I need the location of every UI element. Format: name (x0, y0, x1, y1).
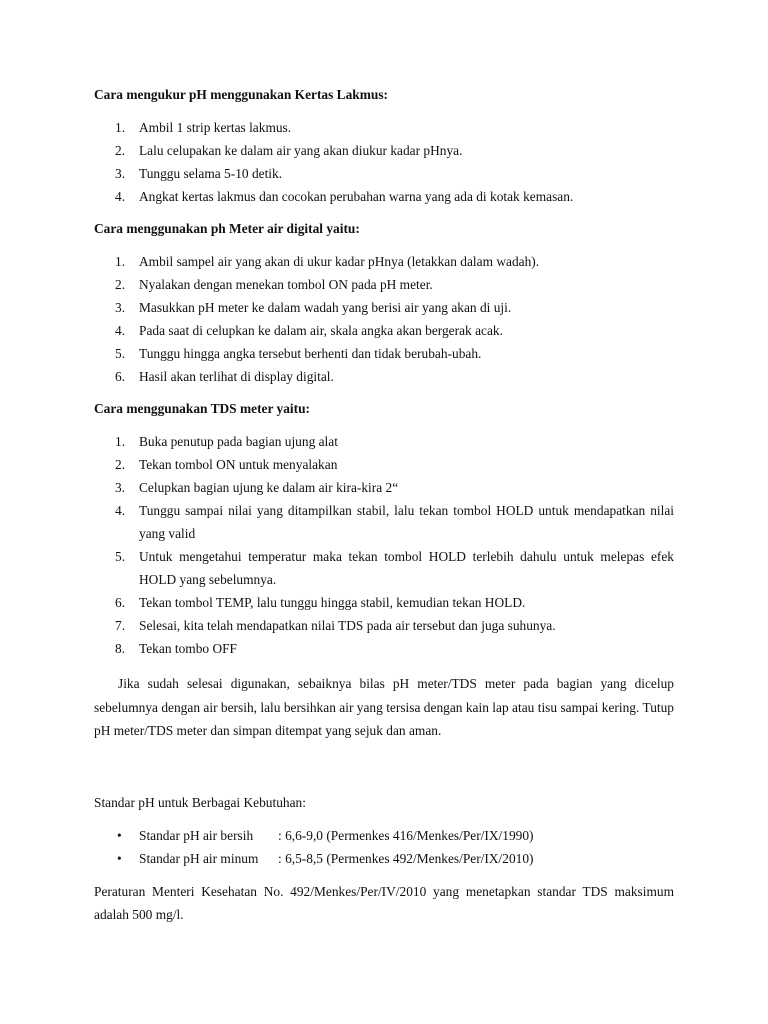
list-item: 7. Selesai, kita telah mendapatkan nilai TDS pada air tersebut dan juga suhunya. (115, 618, 556, 633)
section-ph-meter (94, 217, 674, 388)
list-item: 2. Nyalakan dengan menekan tombol ON pada pH meter. (115, 277, 433, 292)
list-item: 4. Tunggu sampai nilai yang ditampilkan stabil, lalu tekan tombol HOLD untuk mendapatkan nilai yang valid (115, 503, 674, 541)
list-item: 3. Celupkan bagian ujung ke dalam air kira-kira 2“ (115, 480, 399, 495)
list-item: • Standar pH air minum : 6,5-8,5 (Permenkes 492/Menkes/Per/IX/2010) (94, 847, 674, 870)
bullet-list (94, 824, 674, 870)
cleanup-paragraph: Jika sudah selesai digunakan, sebaiknya bilas pH meter/TDS meter pada bagian yang dicelup sebelumnya dengan air bersih, lalu bersihkan air yang tersisa dengan kain lap atau tisu sampai kering. Tutup pH meter/TDS meter dan simpan ditempat yang sejuk dan aman. (94, 676, 674, 738)
list-item: 1. Ambil 1 strip kertas lakmus. (115, 120, 292, 135)
numbered-list (94, 250, 674, 388)
list-item: 6. Tekan tombol TEMP, lalu tunggu hingga stabil, kemudian tekan HOLD. (115, 595, 526, 610)
list-item: 6. Hasil akan terlihat di display digital. (115, 369, 334, 384)
list-item: • Standar pH air bersih : 6,6-9,0 (Permenkes 416/Menkes/Per/IX/1990) (94, 824, 674, 847)
bullet-icon: • (117, 827, 122, 843)
section-heading: Cara mengukur pH menggunakan Kertas Lakmus: (94, 87, 389, 102)
list-item: 4. Angkat kertas lakmus dan cocokan perubahan warna yang ada di kotak kemasan. (115, 189, 574, 204)
section-tds-meter (94, 397, 674, 660)
standards-title: Standar pH untuk Berbagai Kebutuhan: (94, 794, 306, 810)
section-litmus (94, 83, 674, 208)
list-item: 4. Pada saat di celupkan ke dalam air, skala angka akan bergerak acak. (115, 323, 503, 338)
bullet-icon: • (117, 850, 122, 866)
numbered-list (94, 116, 674, 208)
list-item: 2. Lalu celupakan ke dalam air yang akan diukur kadar pHnya. (115, 143, 463, 158)
list-item: 1. Ambil sampel air yang akan di ukur kadar pHnya (letakkan dalam wadah). (115, 254, 540, 269)
list-item: 5. Tunggu hingga angka tersebut berhenti dan tidak berubah-ubah. (115, 346, 482, 361)
section-ph-standards (94, 791, 674, 870)
numbered-list (94, 430, 674, 660)
tds-regulation-paragraph: Peraturan Menteri Kesehatan No. 492/Menkes/Per/IV/2010 yang menetapkan standar TDS maksimum adalah 500 mg/l. (94, 883, 674, 922)
list-item: 3. Masukkan pH meter ke dalam wadah yang berisi air yang akan di uji. (115, 300, 512, 315)
list-item: 3. Tunggu selama 5-10 detik. (115, 166, 283, 181)
list-item: 1. Buka penutup pada bagian ujung alat (115, 434, 338, 449)
list-item: 5. Untuk mengetahui temperatur maka tekan tombol HOLD terlebih dahulu untuk melepas efek HOLD yang sebelumnya. (115, 549, 674, 587)
list-item: 2. Tekan tombol ON untuk menyalakan (115, 457, 338, 472)
list-item: 8. Tekan tombo OFF (115, 641, 238, 656)
section-heading: Cara menggunakan TDS meter yaitu: (94, 401, 310, 416)
section-heading: Cara menggunakan ph Meter air digital yaitu: (94, 221, 360, 236)
